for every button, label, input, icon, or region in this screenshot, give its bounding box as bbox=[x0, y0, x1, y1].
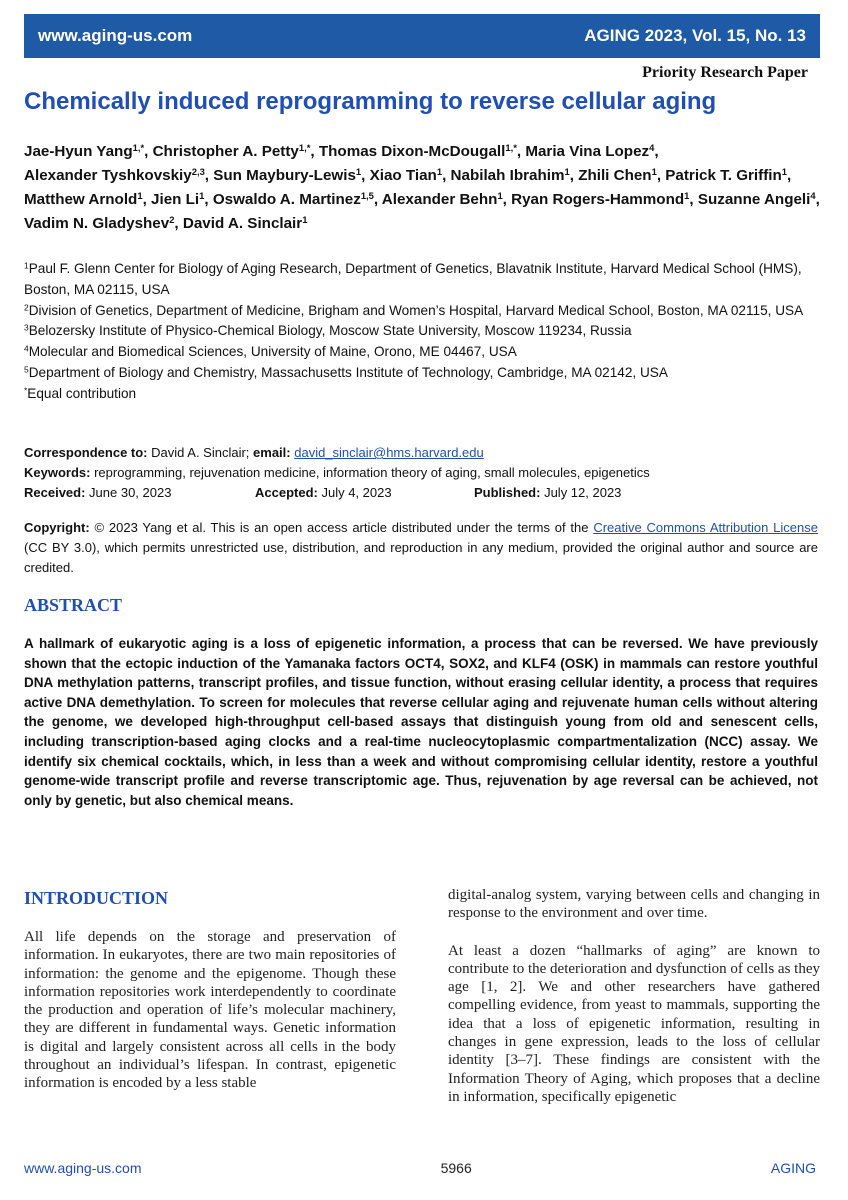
affiliation-item bbox=[24, 301, 824, 322]
copyright-label: Copyright: bbox=[24, 520, 90, 535]
author-name-text: Thomas Dixon-McDougall bbox=[318, 143, 506, 160]
author-affiliation-marker: 1 bbox=[355, 165, 362, 177]
author-name: Thomas Dixon-McDougall$^{1,*}$, bbox=[318, 141, 522, 160]
header-issue: AGING 2023, Vol. 15, No. 13 bbox=[584, 26, 806, 45]
author-name: Maria Vina Lopez$^4$, bbox=[525, 141, 659, 160]
dates-line bbox=[24, 483, 824, 503]
header-site-link[interactable]: www.aging-us.com bbox=[38, 26, 193, 45]
copyright-text-after: (CC BY 3.0), which permits unrestricted use, distribution, and reproduction in any medium, provided the original author and source are credited. bbox=[24, 540, 818, 575]
author-name-text: Jae-Hyun Yang bbox=[24, 143, 133, 160]
email-link[interactable]: david_sinclair@hms.harvard.edu bbox=[294, 445, 484, 460]
affiliation-item bbox=[24, 363, 824, 384]
abstract-text: A hallmark of eukaryotic aging is a loss of epigenetic information, a process that can be reversed. We have previously shown that the ectopic induction of the Yamanaka factors OCT4, SOX2, and KLF4 (OSK) in mammals can restore youthful DNA methylation patterns, transcript profiles, and tissue function, without erasing cellular identity, a process that requires active DNA demethylation. To screen for molecules that reverse cellular aging and rejuvenate human cells without altering the genome, we developed high-throughput cell-based assays that distinguish young from old and senescent cells, including transcription-based aging clocks and a real-time nucleocytoplasmic compartmentalization (NCC) assay. We identify six chemical cocktails, which, in less than a week and without compromising cellular identity, restore a youthful genome-wide transcript profile and reverse transcriptomic age. Thus, rejuvenation by age reversal can be achieved, not only by genetic, but also chemical means. bbox=[24, 636, 818, 808]
affiliation-marker: 1 bbox=[24, 260, 29, 271]
author-name: Alexander Tyshkovskiy$^{2,3}$, bbox=[24, 165, 210, 184]
author-name-text: Christopher A. Petty bbox=[152, 143, 299, 160]
author-name: Suzanne Angeli$^4$, bbox=[697, 189, 820, 208]
author-name-text: Nabilah Ibrahim bbox=[450, 167, 565, 184]
affiliation-text: Molecular and Biomedical Sciences, University of Maine, Orono, ME 04467, USA bbox=[28, 344, 517, 360]
affiliation-marker: * bbox=[24, 385, 28, 396]
author-affiliation-marker: 1 bbox=[137, 189, 143, 201]
author-name: Alexander Behn$^1$, bbox=[381, 189, 507, 208]
correspondence-line bbox=[24, 443, 824, 463]
author-affiliation-marker: 4 bbox=[649, 141, 655, 153]
intro-paragraph-1: All life depends on the storage and preservation of information. In eukaryotes, there are two main repositories of information: the genome and the epigenome. Though these information repositories work interdependently to coordinate the production and operation of life’s molecular machinery, they are different in fundamental ways. Genetic information is digital and largely consistent across all cells in the body throughout an individual’s lifespan. In contrast, epigenetic information is encoded by a less stable bbox=[24, 929, 396, 1092]
author-affiliation-marker: 1 bbox=[781, 165, 787, 177]
author-affiliation-marker: 1 bbox=[564, 165, 570, 177]
journal-header-bar bbox=[24, 14, 820, 58]
copyright-text-before: © 2023 Yang et al. This is an open access article distributed under the terms of the bbox=[94, 520, 589, 535]
correspondence-label: Correspondence to: bbox=[24, 445, 148, 460]
author-name: Matthew Arnold$^1$, bbox=[24, 189, 147, 208]
author-affiliation-marker: 1 bbox=[497, 189, 503, 201]
paper-title: Chemically induced reprogramming to reverse cellular aging bbox=[24, 88, 717, 115]
author-affiliation-marker: 1 bbox=[199, 189, 205, 201]
intro-left-column bbox=[24, 928, 396, 1093]
author-affiliation-marker: 1,* bbox=[132, 141, 145, 153]
author-name: Jae-Hyun Yang$^{1,*}$, bbox=[24, 141, 149, 160]
accepted-value: July 4, 2023 bbox=[321, 485, 392, 500]
affiliation-item bbox=[24, 384, 824, 405]
author-affiliation-marker: 1 bbox=[651, 165, 657, 177]
author-name-text: Vadim N. Gladyshev bbox=[24, 215, 170, 232]
affiliation-marker: 2 bbox=[24, 301, 29, 312]
author-name-text: Alexander Tyshkovskiy bbox=[24, 167, 192, 184]
author-name: Christopher A. Petty$^{1,*}$, bbox=[152, 141, 315, 160]
published-label: Published: bbox=[474, 485, 541, 500]
author-name-text: Xiao Tian bbox=[369, 167, 437, 184]
license-link[interactable]: Creative Commons Attribution License bbox=[593, 520, 818, 535]
page-number: 5966 bbox=[440, 1160, 472, 1176]
author-name: Xiao Tian$^1$, bbox=[369, 165, 447, 184]
author-affiliation-marker: 1 bbox=[436, 165, 443, 177]
author-affiliation-marker: 2 bbox=[169, 213, 175, 225]
affiliation-item bbox=[24, 259, 824, 301]
affiliation-text: Paul F. Glenn Center for Biology of Aging Research, Department of Genetics, Blavatnik Institute, Harvard Medical School (HMS), Boston, MA 02115, USA bbox=[24, 261, 802, 297]
author-name-text: Jien Li bbox=[151, 191, 200, 208]
author-name-text: Oswaldo A. Martinez bbox=[212, 191, 361, 208]
affiliation-marker: 5 bbox=[24, 364, 29, 375]
author-name: Patrick T. Griffin$^1$, bbox=[665, 165, 792, 184]
affiliation-text: Department of Biology and Chemistry, Massachusetts Institute of Technology, Cambridge, MA 02142, USA bbox=[28, 364, 668, 380]
author-name-text: Matthew Arnold bbox=[24, 191, 138, 208]
affiliation-item bbox=[24, 342, 824, 363]
paper-type-label: Priority Research Paper bbox=[642, 64, 808, 81]
published-date bbox=[474, 483, 621, 503]
intro-paragraph-2: At least a dozen “hallmarks of aging” are known to contribute to the deterioration and dysfunction of cells as they age [1, 2]. We and other researchers have gathered compelling evidence, from yeast to mammals, supporting the idea that a loss of epigenetic information, resulting in changes in gene expression, leads to the loss of cellular identity [3–7]. These findings are consistent with the Information Theory of Aging, which proposes that a decline in information, specifically epigenetic bbox=[448, 942, 820, 1105]
author-name-text: Alexander Behn bbox=[381, 191, 498, 208]
published-value: July 12, 2023 bbox=[544, 485, 622, 500]
affiliation-text: Equal contribution bbox=[27, 385, 137, 401]
affiliation-marker: 3 bbox=[24, 322, 29, 333]
author-name bbox=[183, 215, 308, 232]
affiliation-item bbox=[24, 321, 824, 342]
author-affiliation-marker: 1 bbox=[302, 213, 308, 225]
author-name: Ryan Rogers-Hammond$^1$, bbox=[511, 189, 694, 208]
author-affiliation-marker: 2,3 bbox=[191, 165, 205, 177]
affiliation-list bbox=[24, 259, 824, 405]
keywords-text: reprogramming, rejuvenation medicine, information theory of aging, small molecules, epigenetics bbox=[94, 465, 650, 480]
received-value: June 30, 2023 bbox=[89, 485, 172, 500]
intro-paragraph-1-continued: digital-analog system, varying between cells and changing in response to the environment and over time. bbox=[448, 887, 820, 922]
accepted-label: Accepted: bbox=[255, 485, 318, 500]
author-name: Jien Li$^1$, bbox=[151, 189, 209, 208]
author-name-text: David A. Sinclair bbox=[182, 215, 303, 232]
keywords-line bbox=[24, 463, 824, 483]
footer-journal: AGING bbox=[770, 1160, 816, 1176]
author-affiliation-marker: 1,5 bbox=[360, 189, 374, 201]
abstract-heading: ABSTRACT bbox=[24, 595, 123, 615]
received-label: Received: bbox=[24, 485, 86, 500]
correspondence-name: David A. Sinclair; bbox=[151, 445, 250, 460]
author-name: Nabilah Ibrahim$^1$, bbox=[450, 165, 574, 184]
footer-site-link[interactable]: www.aging-us.com bbox=[24, 1160, 142, 1176]
intro-right-column bbox=[448, 886, 820, 1106]
affiliation-text: Division of Genetics, Department of Medicine, Brigham and Women’s Hospital, Harvard Medical School, Boston, MA 02115, USA bbox=[28, 302, 804, 318]
author-name: Oswaldo A. Martinez$^{1,5}$, bbox=[212, 189, 379, 208]
author-name: Vadim N. Gladyshev$^2$, bbox=[24, 213, 179, 232]
author-name: Zhili Chen$^1$, bbox=[578, 165, 662, 184]
page-footer bbox=[24, 1160, 816, 1176]
author-name-text: Maria Vina Lopez bbox=[525, 143, 650, 160]
author-name: Sun Maybury-Lewis$^1$, bbox=[213, 165, 366, 184]
author-name-text: Ryan Rogers-Hammond bbox=[511, 191, 685, 208]
introduction-heading: INTRODUCTION bbox=[24, 888, 169, 908]
author-name-text: Sun Maybury-Lewis bbox=[213, 167, 356, 184]
author-affiliation-marker: 1,* bbox=[505, 141, 517, 153]
received-date bbox=[24, 483, 255, 503]
article-meta bbox=[24, 443, 824, 503]
copyright-notice bbox=[24, 518, 818, 578]
author-affiliation-marker: 1 bbox=[684, 189, 690, 201]
keywords-label: Keywords: bbox=[24, 465, 91, 480]
affiliation-text: Belozersky Institute of Physico-Chemical Biology, Moscow State University, Moscow 119234, Russia bbox=[28, 323, 632, 339]
author-affiliation-marker: 1,* bbox=[298, 141, 311, 153]
author-name-text: Zhili Chen bbox=[578, 167, 652, 184]
affiliation-marker: 4 bbox=[24, 343, 29, 354]
author-list bbox=[24, 140, 824, 236]
email-label: email: bbox=[253, 445, 291, 460]
author-name-text: Suzanne Angeli bbox=[697, 191, 811, 208]
author-affiliation-marker: 4 bbox=[810, 189, 816, 201]
accepted-date bbox=[255, 483, 474, 503]
author-name-text: Patrick T. Griffin bbox=[665, 167, 782, 184]
